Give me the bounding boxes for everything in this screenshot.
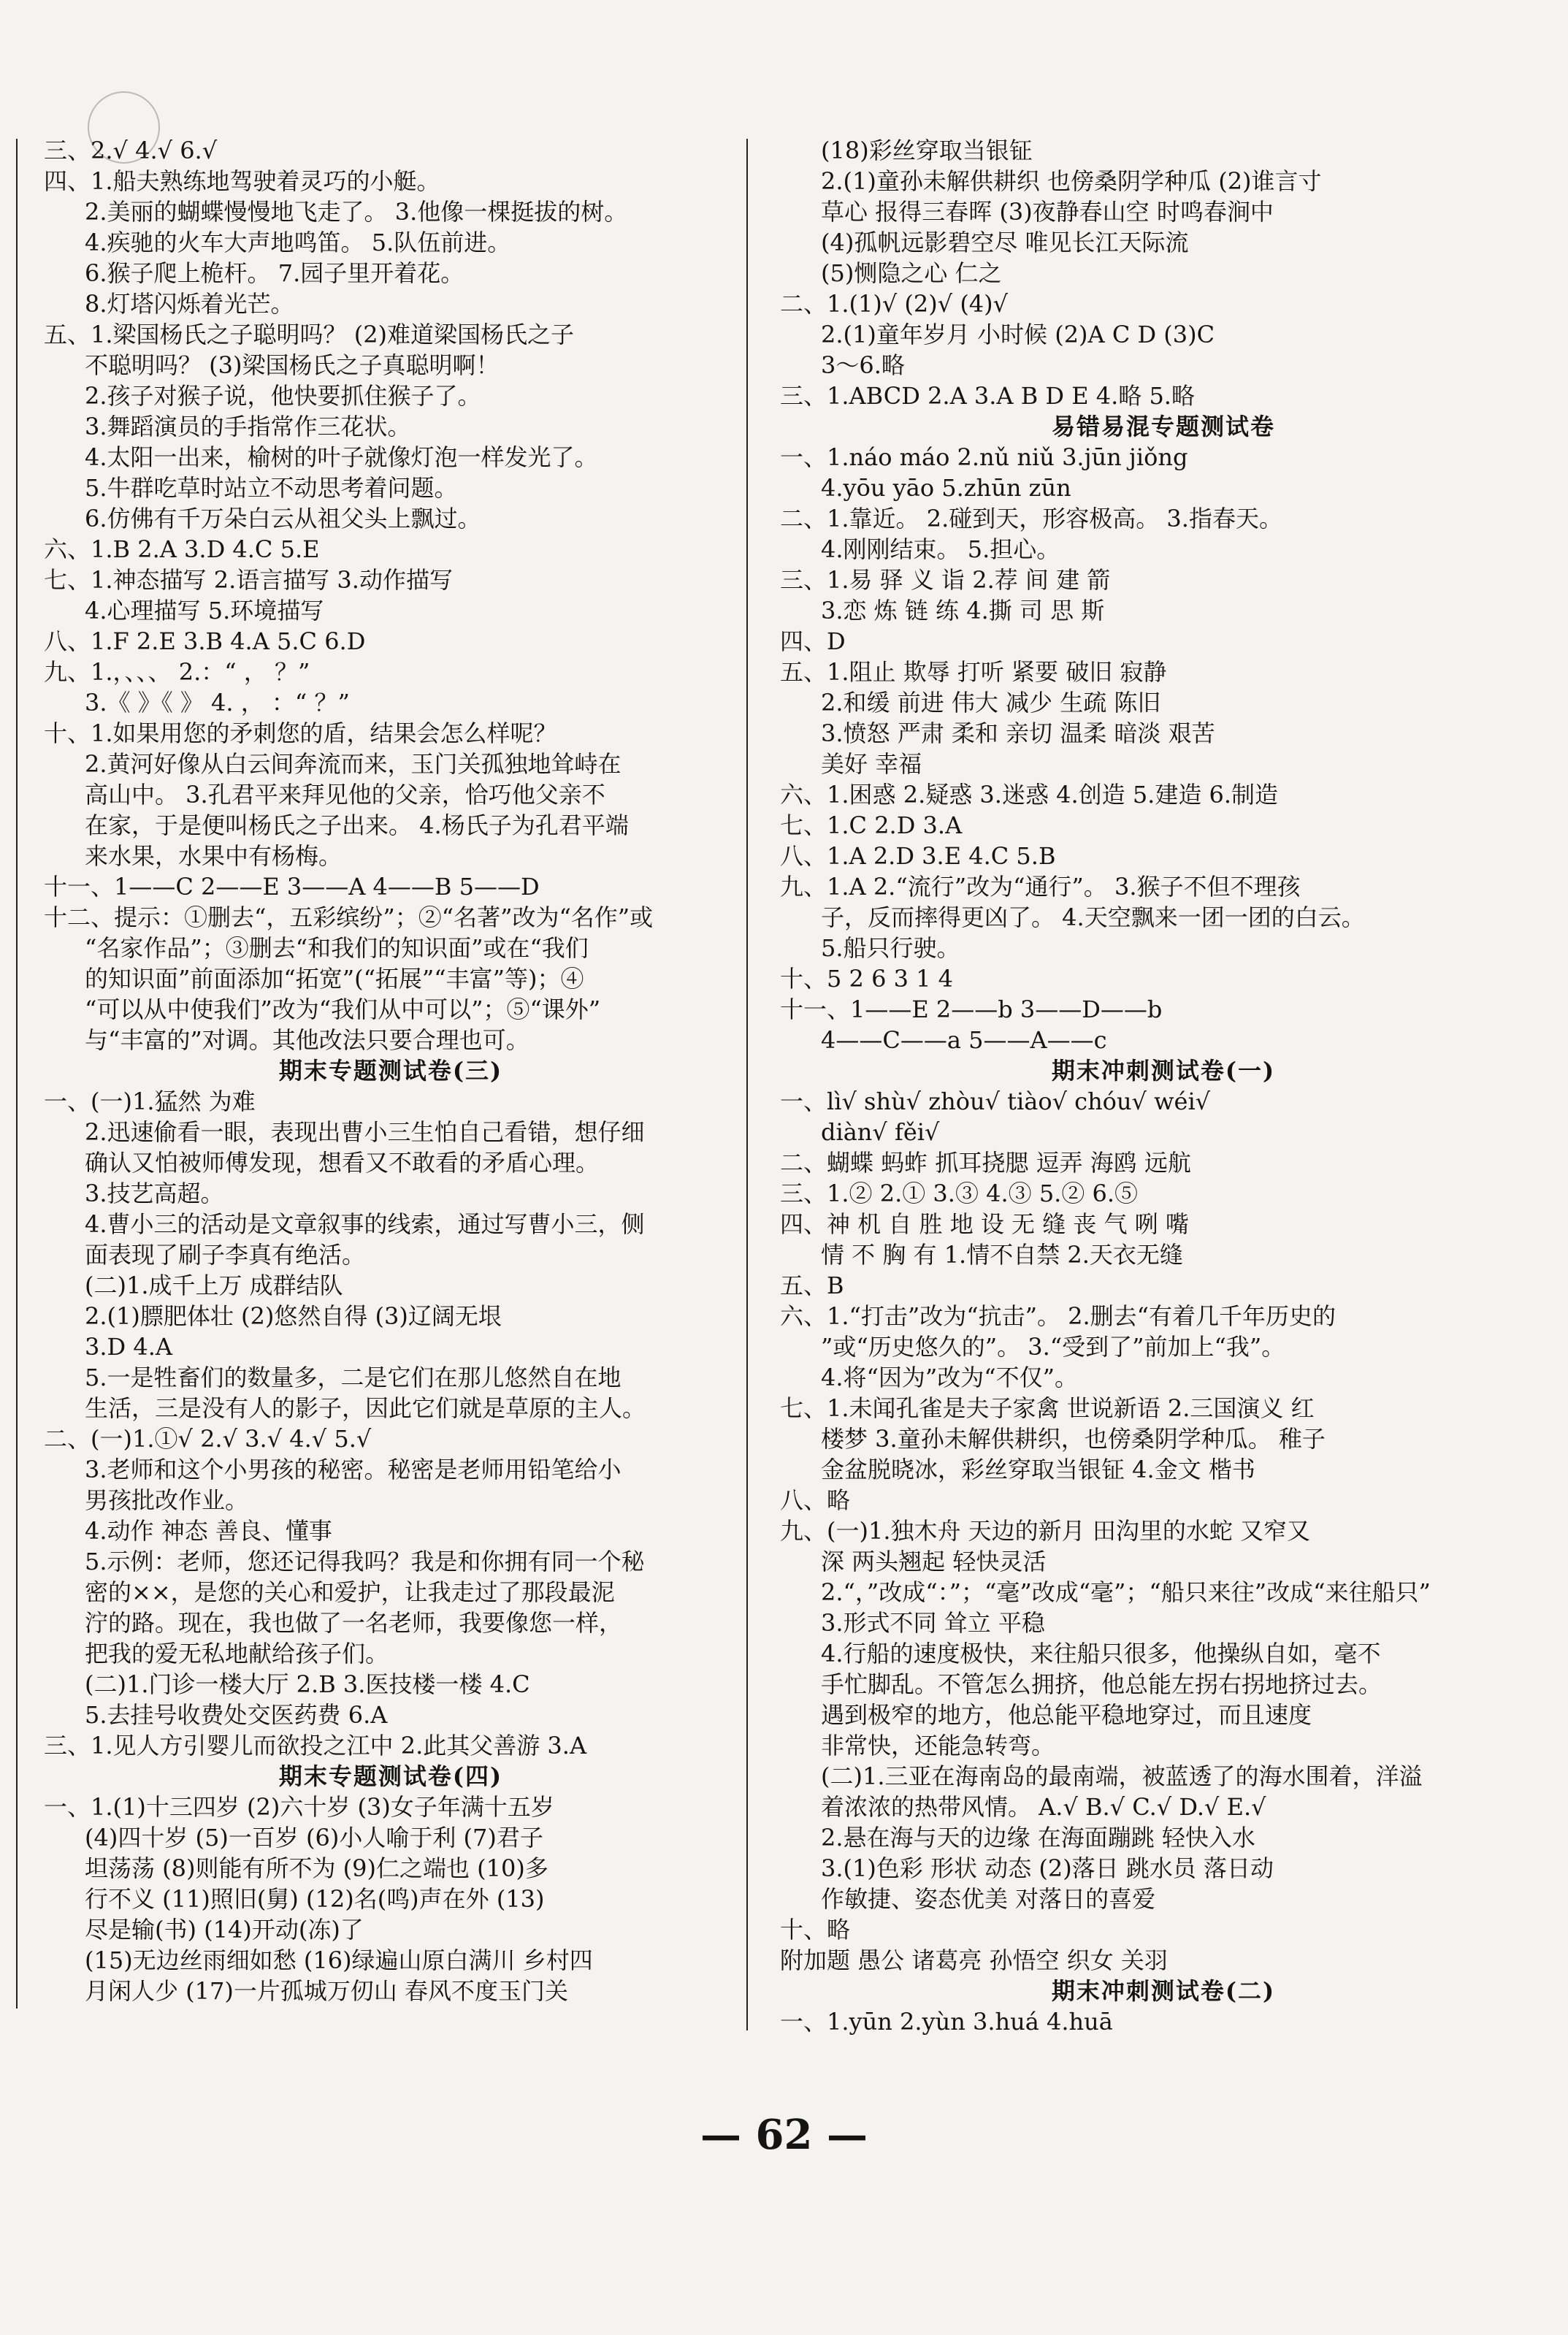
answer-line: 2.黄河好像从白云间奔流而来，玉门关孤独地耸峙在 (85, 750, 622, 778)
answer-line: 二、蝴蝶 蚂蚱 抓耳挠腮 逗弄 海鸥 远航 (780, 1149, 1191, 1177)
answer-line: 2.悬在海与天的边缘 在海面蹦跳 轻快入水 (821, 1824, 1255, 1851)
answer-line: 5.一是牲畜们的数量多，二是它们在那儿悠然自在地 (85, 1364, 622, 1391)
answer-line: 4.曹小三的活动是文章叙事的线索，通过写曹小三，侧 (85, 1210, 645, 1238)
answer-line: 把我的爱无私地献给孩子们。 (85, 1640, 389, 1667)
answer-line: 一、1.yūn 2.yùn 3.huá 4.huā (780, 2008, 1113, 2036)
answer-line: 二、(一)1.①√ 2.√ 3.√ 4.√ 5.√ (44, 1425, 372, 1453)
answer-line: 4.yōu yāo 5.zhūn zūn (821, 474, 1071, 502)
answer-line: 2.(1)童孙未解供耕织 也傍桑阴学种瓜 (2)谁言寸 (821, 167, 1322, 195)
answer-line: 一、1.(1)十三四岁 (2)六十岁 (3)女子年满十五岁 (44, 1793, 554, 1821)
answer-line: 行不义 (11)照旧(舅) (12)名(鸣)声在外 (13) (85, 1885, 545, 1913)
answer-line: 3.D 4.A (85, 1333, 172, 1361)
answer-line: ”或“历史悠久的”。 3.“受到了”前加上“我”。 (821, 1333, 1285, 1361)
answer-line: (二)1.成千上万 成群结队 (85, 1272, 343, 1299)
answer-line: 坦荡荡 (8)则能有所不为 (9)仁之端也 (10)多 (85, 1854, 548, 1882)
answer-line: 三、1.见人方引婴儿而欲投之江中 2.此其父善游 3.A (44, 1732, 587, 1759)
section-title: 期末专题测试卷(三) (278, 1057, 503, 1085)
answer-line: 五、1.梁国杨氏之子聪明吗？ (2)难道梁国杨氏之子 (44, 321, 575, 348)
column-divider (746, 139, 748, 2030)
answer-line: 2.(1)膘肥体壮 (2)悠然自得 (3)辽阔无垠 (85, 1302, 502, 1330)
answer-line: 楼梦 3.童孙未解供耕织，也傍桑阴学种瓜。 稚子 (821, 1425, 1326, 1453)
section-title: 期末专题测试卷(四) (278, 1762, 503, 1790)
answer-line: 2.“，”改成“：”；“毫”改成“毫”；“船只来往”改成“来往船只” (821, 1578, 1431, 1606)
answer-line: 尽是输(书) (14)开动(冻)了 (85, 1916, 364, 1944)
answer-line: 3.舞蹈演员的手指常作三花状。 (85, 413, 411, 440)
answer-line: 九、1.，、、、 2.：“ ， ？” (44, 658, 310, 686)
answer-line: 8.灯塔闪烁着光芒。 (85, 290, 294, 318)
answer-line: 十一、1——C 2——E 3——A 4——B 5——D (44, 873, 540, 901)
left-answer-column (44, 135, 738, 2006)
answer-line: 3.(1)色彩 形状 动态 (2)落日 跳水员 落日动 (821, 1854, 1274, 1882)
answer-line: 八、1.F 2.E 3.B 4.A 5.C 6.D (44, 627, 366, 655)
answer-line: 泞的路。现在，我也做了一名老师，我要像您一样， (85, 1609, 623, 1637)
left-margin-rule (16, 139, 18, 2009)
answer-line: 六、1.困惑 2.疑惑 3.迷惑 4.创造 5.建造 6.制造 (780, 781, 1279, 809)
answer-line: 3.老师和这个小男孩的秘密。秘密是老师用铅笔给小 (85, 1456, 622, 1483)
answer-line: 5.示例：老师，您还记得我吗？我是和你拥有同一个秘 (85, 1548, 645, 1575)
answer-line: 确认又怕被师傅发现，想看又不敢看的矛盾心理。 (85, 1149, 600, 1177)
section-title: 易错易混专题测试卷 (1051, 413, 1275, 440)
answer-line: 十、略 (780, 1916, 851, 1944)
answer-line: 4.心理描写 5.环境描写 (85, 597, 324, 624)
answer-line: 七、1.未闻孔雀是夫子家禽 世说新语 2.三国演义 红 (780, 1394, 1315, 1422)
answer-line: 草心 报得三春晖 (3)夜静春山空 时鸣春涧中 (821, 198, 1274, 226)
section-title: 期末冲刺测试卷(一) (1051, 1057, 1276, 1085)
answer-line: 二、1.靠近。 2.碰到天，形容极高。 3.指春天。 (780, 505, 1282, 532)
answer-line: 3.技艺高超。 (85, 1180, 224, 1207)
answer-line: (4)孤帆远影碧空尽 唯见长江天际流 (821, 229, 1189, 256)
answer-line: 2.(1)童年岁月 小时候 (2)A C D (3)C (821, 321, 1215, 348)
answer-line: 6.仿佛有千万朵白云从祖父头上飘过。 (85, 505, 481, 532)
answer-line: 5.去挂号收费处交医药费 6.A (85, 1701, 388, 1729)
answer-line: 月闲人少 (17)一片孤城万仞山 春风不度玉门关 (85, 1977, 569, 2005)
answer-line: 十、1.如果用您的矛刺您的盾，结果会怎么样呢？ (44, 719, 557, 747)
answer-line: 五、B (780, 1272, 844, 1299)
answer-line: 一、1.náo máo 2.nǔ niǔ 3.jūn jiǒng (780, 443, 1188, 471)
answer-line: 3.愤怒 严肃 柔和 亲切 温柔 暗淡 艰苦 (821, 719, 1215, 747)
answer-line: 4——C——a 5——A——c (821, 1026, 1107, 1054)
answer-line: 3～6.略 (821, 351, 905, 379)
answer-line: 四、1.船夫熟练地驾驶着灵巧的小艇。 (44, 167, 440, 195)
answer-line: 遇到极窄的地方，他总能平稳地穿过，而且速度 (821, 1701, 1312, 1729)
answer-line: “可以从中使我们”改为“我们从中可以”；⑤“课外” (85, 995, 601, 1023)
answer-line: 附加题 愚公 诸葛亮 孙悟空 织女 关羽 (780, 1946, 1168, 1974)
answer-line: 作敏捷、姿态优美 对落日的喜爱 (821, 1885, 1156, 1913)
answer-line: 着浓浓的热带风情。 A.√ B.√ C.√ D.√ E.√ (821, 1793, 1266, 1821)
answer-line: 七、1.C 2.D 3.A (780, 811, 963, 839)
answer-line: 一、lì√ shù√ zhòu√ tiào√ chóu√ wéi√ (780, 1088, 1211, 1115)
answer-line: 4.将“因为”改为“不仅”。 (821, 1364, 1078, 1391)
answer-line: 三、1.② 2.① 3.③ 4.③ 5.② 6.⑤ (780, 1180, 1139, 1207)
answer-line: 情 不 胸 有 1.情不自禁 2.天衣无缝 (821, 1241, 1183, 1269)
answer-line: 十一、1——E 2——b 3——D——b (780, 995, 1163, 1023)
answer-line: (15)无边丝雨细如愁 (16)绿遍山原白满川 乡村四 (85, 1946, 593, 1974)
answer-line: 美好 幸福 (821, 750, 922, 778)
answer-line: 2.孩子对猴子说，他快要抓住猴子了。 (85, 382, 481, 410)
answer-line: diàn√ fěi√ (821, 1118, 940, 1146)
answer-line: 三、1.ABCD 2.A 3.A B D E 4.略 5.略 (780, 382, 1195, 410)
answer-line: 手忙脚乱。不管怎么拥挤，他总能左拐右拐地挤过去。 (821, 1670, 1382, 1698)
answer-line: 九、1.A 2.“流行”改为“通行”。 3.猴子不但不理孩 (780, 873, 1301, 901)
answer-line: 九、(一)1.独木舟 天边的新月 田沟里的水蛇 又窄又 (780, 1517, 1311, 1545)
answer-line: 4.行船的速度极快，来往船只很多，他操纵自如，毫不 (821, 1640, 1381, 1667)
answer-line: 一、(一)1.猛然 为难 (44, 1088, 256, 1115)
answer-line: 3.《 》《 》 4. ， ：“ ？” (85, 689, 350, 716)
answer-line: 四、D (780, 627, 846, 655)
answer-line: 非常快，还能急转弯。 (821, 1732, 1055, 1759)
answer-line: 3.形式不同 耸立 平稳 (821, 1609, 1045, 1637)
answer-line: 5.牛群吃草时站立不动思考着问题。 (85, 474, 458, 502)
answer-line: 生活，三是没有人的影子，因此它们就是草原的主人。 (85, 1394, 646, 1422)
answer-line: 不聪明吗？ (3)梁国杨氏之子真聪明啊！ (85, 351, 500, 379)
answer-line: 深 两头翘起 轻快灵活 (821, 1548, 1047, 1575)
answer-line: 与“丰富的”对调。其他改法只要合理也可。 (85, 1026, 529, 1054)
answer-line: 4.动作 神态 善良、懂事 (85, 1517, 332, 1545)
answer-line: 5.船只行驶。 (821, 934, 960, 962)
answer-line: 六、1.B 2.A 3.D 4.C 5.E (44, 535, 320, 563)
answer-line: 4.太阳一出来，榆树的叶子就像灯泡一样发光了。 (85, 443, 598, 471)
answer-line: 3.恋 炼 链 练 4.撕 司 思 斯 (821, 597, 1105, 624)
answer-line: (4)四十岁 (5)一百岁 (6)小人喻于利 (7)君子 (85, 1824, 543, 1851)
answer-line: (二)1.三亚在海南岛的最南端，被蓝透了的海水围着，洋溢 (821, 1762, 1423, 1790)
answer-line: (5)恻隐之心 仁之 (821, 259, 1002, 287)
answer-line: 金盆脱晓冰，彩丝穿取当银钲 4.金文 楷书 (821, 1456, 1255, 1483)
right-answer-column (780, 135, 1547, 2037)
answer-line: 高山中。 3.孔君平来拜见他的父亲，恰巧他父亲不 (85, 781, 605, 809)
answer-line: 八、1.A 2.D 3.E 4.C 5.B (780, 842, 1056, 870)
answer-line: 4.疾驰的火车大声地鸣笛。 5.队伍前进。 (85, 229, 511, 256)
answer-line: 子，反而摔得更凶了。 4.天空飘来一团一团的白云。 (821, 903, 1365, 931)
answer-line: 密的××，是您的关心和爱护，让我走过了那段最泥 (85, 1578, 615, 1606)
answer-line: (18)彩丝穿取当银钲 (821, 137, 1033, 164)
answer-line: 面表现了刷子李真有绝活。 (85, 1241, 366, 1269)
answer-line: 2.迅速偷看一眼，表现出曹小三生怕自己看错，想仔细 (85, 1118, 645, 1146)
answer-line: 十二、提示：①删去“，五彩缤纷”；②“名著”改为“名作”或 (44, 903, 654, 931)
section-title: 期末冲刺测试卷(二) (1051, 1977, 1276, 2005)
answer-line: 三、2.√ 4.√ 6.√ (44, 137, 218, 164)
answer-line: 四、神 机 自 胜 地 设 无 缝 丧 气 咧 嘴 (780, 1210, 1189, 1238)
answer-line: 来水果，水果中有杨梅。 (85, 842, 343, 870)
answer-line: 6.猴子爬上桅杆。 7.园子里开着花。 (85, 259, 464, 287)
answer-line: 七、1.神态描写 2.语言描写 3.动作描写 (44, 566, 453, 594)
answer-line: 十、5 2 6 3 1 4 (780, 965, 954, 993)
answer-line: 二、1.(1)√ (2)√ (4)√ (780, 290, 1009, 318)
answer-line: “名家作品”；③删去“和我们的知识面”或在“我们 (85, 934, 589, 962)
answer-line: 4.刚刚结束。 5.担心。 (821, 535, 1060, 563)
answer-line: 在家，于是便叫杨氏之子出来。 4.杨氏子为孔君平端 (85, 811, 629, 839)
answer-line: (二)1.门诊一楼大厅 2.B 3.医技楼一楼 4.C (85, 1670, 530, 1698)
answer-line: 男孩批改作业。 (85, 1486, 249, 1514)
answer-line: 五、1.阻止 欺辱 打听 紧要 破旧 寂静 (780, 658, 1167, 686)
answer-line: 六、1.“打击”改为“抗击”。 2.删去“有着几千年历史的 (780, 1302, 1336, 1330)
answer-line: 的知识面”前面添加“拓宽”(“拓展”“丰富”等)；④ (85, 965, 584, 993)
answer-line: 2.和缓 前进 伟大 减少 生疏 陈旧 (821, 689, 1161, 716)
answer-line: 2.美丽的蝴蝶慢慢地飞走了。 3.他像一棵挺拔的树。 (85, 198, 628, 226)
answer-line: 三、1.易 驿 义 诣 2.荐 间 建 箭 (780, 566, 1111, 594)
answer-line: 八、略 (780, 1486, 851, 1514)
page-number: — 62 — (700, 2111, 868, 2159)
